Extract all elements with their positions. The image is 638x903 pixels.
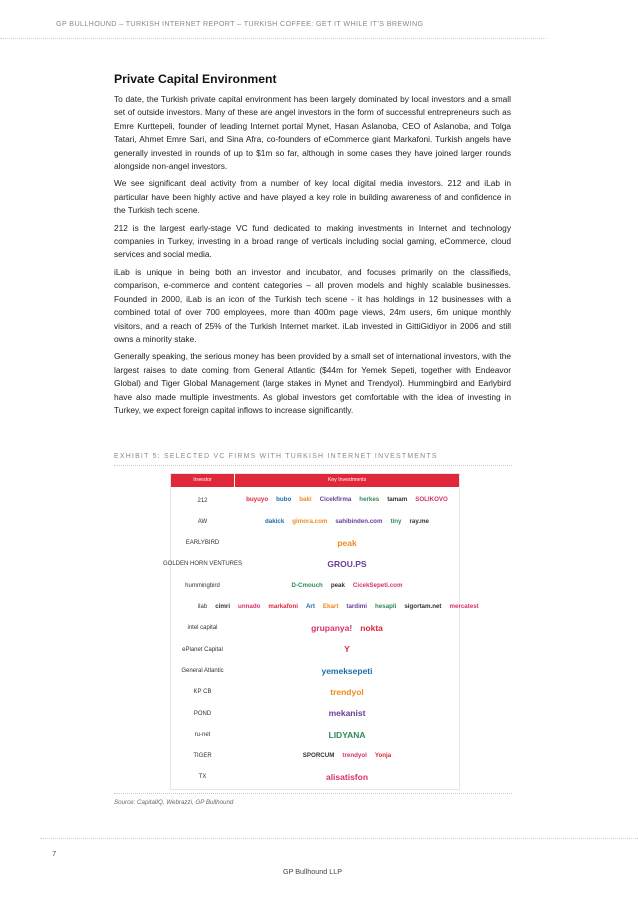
portfolio-company-logo: nokta — [360, 623, 383, 634]
exhibit-top-rule — [114, 465, 512, 466]
portfolio-logos — [237, 639, 457, 660]
portfolio-company-logo: herkes — [359, 496, 380, 504]
portfolio-logos — [237, 660, 457, 681]
investor-logo — [171, 533, 234, 554]
paragraph-international: Generally speaking, the serious money has been provided by a small set of international investors, with the largest raises to date coming from General Atlantic ($44m for Yemek Sepeti, together with Endeavor Global) and Tiger Global Management (large stakes in Mynet and Trendyol). Hummingbird and Earlybird have also made multiple investments. As global investors get comfortable with the idea of investing in Turkey, we expect foreign capital inflows to increase significantly. — [114, 351, 511, 415]
portfolio-company-logo: dakick — [265, 517, 285, 525]
portfolio-company-logo: peak — [337, 537, 357, 548]
portfolio-logos — [237, 682, 457, 703]
portfolio-company-logo: tiny — [390, 517, 402, 525]
portfolio-company-logo: LIDYANA — [328, 729, 366, 740]
portfolio-company-logo: hesapli — [375, 602, 397, 610]
portfolio-company-logo: SPORCUM — [302, 751, 335, 759]
portfolio-company-logo: sahibinden.com — [335, 517, 383, 525]
investor-name: KP CB — [193, 689, 212, 696]
portfolio-company-logo: markafoni — [268, 602, 298, 610]
investor-name: ePlanet Capital — [182, 646, 223, 653]
portfolio-company-logo: SOLIKOVO — [415, 496, 448, 504]
portfolio-logos — [237, 511, 457, 532]
portfolio-company-logo: D-Cmouch — [291, 581, 323, 589]
exhibit-bottom-rule — [114, 793, 512, 794]
investor-row — [171, 533, 459, 554]
investor-name: intel capital — [187, 625, 218, 632]
investor-logo — [171, 746, 234, 767]
investor-row — [171, 682, 459, 703]
investor-row — [171, 597, 479, 618]
portfolio-company-logo: ray.me — [409, 517, 429, 525]
paragraph-deal-activity: We see significant deal activity from a number of key local digital media investors. 212 and iLab in particular have been highly active and have played a key role in building awareness of and confidence in the Turkish tech scene. — [114, 178, 511, 216]
main-content — [114, 72, 511, 421]
page-number: 7 — [52, 849, 57, 858]
investor-row — [171, 575, 459, 596]
portfolio-company-logo: buyuyo — [246, 496, 269, 504]
vc-investments-figure — [163, 473, 479, 790]
portfolio-company-logo: GROU.PS — [327, 559, 367, 570]
investor-logo — [171, 618, 234, 639]
portfolio-company-logo: tardimi — [346, 602, 368, 610]
source-note: Source: CapitalIQ, Webrazzi, GP Bullhound — [114, 799, 234, 806]
portfolio-logos — [237, 618, 457, 639]
investor-logo — [171, 490, 234, 511]
portfolio-company-logo: alisatisfon — [325, 772, 369, 783]
portfolio-logos — [237, 554, 457, 575]
portfolio-company-logo: Art — [305, 602, 315, 610]
investor-row — [163, 554, 459, 575]
portfolio-company-logo: yemeksepeti — [321, 665, 373, 676]
portfolio-company-logo: peak — [330, 581, 345, 589]
exhibit-title: EXHIBIT 5: SELECTED VC FIRMS WITH TURKISH INTERNET INVESTMENTS — [114, 453, 438, 460]
investor-row — [171, 767, 459, 788]
portfolio-logos — [215, 597, 479, 618]
portfolio-company-logo: trendyol — [342, 751, 367, 759]
portfolio-company-logo: tamam — [387, 496, 408, 504]
investor-logo — [171, 767, 234, 788]
paragraph-intro: To date, the Turkish private capital environment has been largely dominated by local investors and a small set of outside investors. Many of these are angel investors in the form of successful entrepreneurs such as Emre Kurttepeli, founder of leading Internet portal Mynet, Hasan Aslanoba, CEO of Aslanoba, and Tolga Tatari, Ahmet Emre Sari, and Sina Afra, co-founders of eCommerce giant Markafoni. Turkish angels have generally invested in rounds of up to $1m so far, although in some cases they have joined larger rounds alongside non-angel investors. — [114, 94, 511, 172]
figure-header — [171, 474, 459, 487]
portfolio-company-logo: baki — [299, 496, 312, 504]
portfolio-logos — [237, 490, 457, 511]
investor-name: 212 — [197, 497, 208, 504]
portfolio-logos — [237, 533, 457, 554]
investor-row — [171, 490, 459, 511]
portfolio-company-logo: unnado — [238, 602, 261, 610]
portfolio-company-logo: mekanist — [328, 708, 366, 719]
footer-divider — [40, 838, 638, 839]
portfolio-logos — [237, 703, 457, 724]
investor-row — [171, 703, 459, 724]
investor-logo — [171, 660, 234, 681]
investor-logo — [171, 511, 234, 532]
portfolio-company-logo: sigortam.net — [404, 602, 442, 610]
investor-row — [171, 639, 459, 660]
investor-row — [171, 660, 459, 681]
portfolio-company-logo: cimri — [215, 602, 231, 610]
investor-logo — [171, 724, 234, 745]
portfolio-company-logo: Y — [344, 644, 350, 655]
portfolio-logos — [237, 724, 457, 745]
portfolio-company-logo: bubo — [276, 496, 292, 504]
section-title: Private Capital Environment — [114, 72, 277, 86]
portfolio-company-logo: mercatest — [449, 602, 479, 610]
portfolio-company-logo: gimora.com — [292, 517, 328, 525]
investor-row — [171, 511, 459, 532]
investor-logo — [171, 575, 234, 596]
investor-name: TIGER — [193, 753, 212, 760]
investor-column-header: Investor — [171, 474, 234, 487]
portfolio-logos — [237, 767, 457, 788]
investor-name: EARLYBIRD — [185, 540, 220, 547]
running-header: GP BULLHOUND – TURKISH INTERNET REPORT – TURKISH COFFEE: GET IT WHILE IT’S BREWING — [56, 19, 424, 28]
investor-logo — [171, 703, 234, 724]
investor-logo — [171, 682, 234, 703]
portfolio-company-logo: Cicekfirma — [319, 496, 352, 504]
portfolio-logos — [237, 575, 457, 596]
portfolio-company-logo: grupanya! — [311, 623, 353, 634]
portfolio-company-logo: CicekSepeti.com — [352, 581, 403, 589]
investor-logo — [163, 554, 243, 575]
portfolio-company-logo: trendyol — [330, 686, 364, 697]
investor-name: ru-net — [194, 731, 211, 738]
portfolio-company-logo: Ekart — [322, 602, 339, 610]
investments-column-header: Key Investments — [235, 474, 459, 487]
investor-row — [171, 724, 459, 745]
investor-name: AW — [197, 518, 208, 525]
investor-name: hummingbird — [185, 582, 220, 589]
paragraph-212: 212 is the largest early-stage VC fund dedicated to making investments in Internet and technology companies in Turkey, investing in a broad range of verticals including social gaming, eCommerce, cloud services and social media. — [114, 222, 511, 260]
investor-name: GOLDEN HORN VENTURES — [163, 561, 243, 568]
footer-company: GP Bullhound LLP — [283, 867, 343, 876]
paragraph-ilab: iLab is unique in being both an investor and incubator, and focuses primarily on the classifieds, comparison, e-commerce and content categories – all proven models and highly scalable businesses. Founded in 2000, iLab is an icon of the Turkish tech scene - it has holdings in 12 businesses with a combined total of over 700 employees, more than 400m page views, 24m users, 6m unique monthly visitors, and a reach of 25% of the Turkish Internet market. iLab invested in GittiGidiyor in 2006 and still owns a minority stake. — [114, 266, 511, 344]
investor-row — [171, 746, 459, 767]
investor-row — [171, 618, 459, 639]
investor-name: POND — [193, 710, 212, 717]
portfolio-company-logo: Yonja — [374, 751, 392, 759]
header-divider — [0, 38, 546, 39]
portfolio-logos — [237, 746, 457, 767]
investor-name: ilab — [197, 604, 208, 610]
investor-name: General Atlantic — [181, 667, 224, 674]
investor-logo — [171, 639, 234, 660]
investor-name: TX — [198, 774, 207, 781]
